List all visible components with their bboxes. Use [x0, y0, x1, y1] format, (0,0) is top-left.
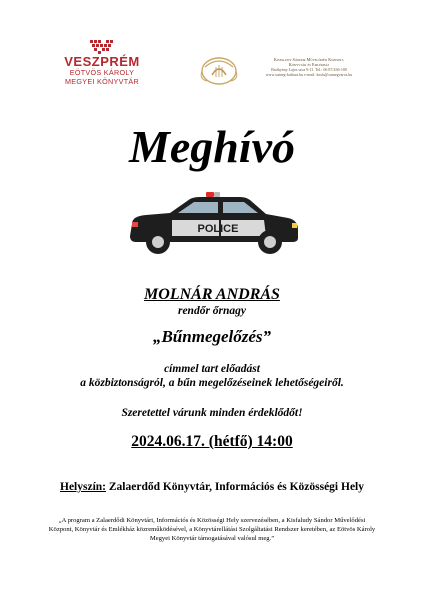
funding-footnote: „A program a Zalaerdődi Könyvtári, Információs és Közösségi Hely szervezésében, a Kisfaludy Sándor Művelődési Központ, Könyvtár és Emlékház közreműködésével, a Könyvtárellátási Szolgáltatási Rendszer keretében, az Eötvös Károly Megyei Könyvtár támogatásával valósul meg.”: [48, 517, 376, 542]
police-sign: POLICE: [197, 223, 239, 235]
lyre-seal-icon: [198, 53, 240, 87]
event-datetime: 2024.06.17. (hétfő) 14:00: [131, 433, 293, 450]
logo-line2: MEGYEI KÖNYVTÁR: [65, 77, 139, 86]
logo-name: VESZPRÉM: [64, 54, 140, 69]
lecture-topic: „Bűnmegelőzés”: [152, 327, 272, 346]
org-name-line1: Kisfaludy Sándor Művelődési Központ,: [273, 57, 345, 62]
location-label: Helyszín:: [60, 481, 106, 493]
org-web: www.sumeg-kultura.hu e-mail: kmfs@sumegvaros.hu: [265, 72, 353, 77]
pixel-mark-icon: [90, 40, 114, 54]
cultural-center-logo: [198, 53, 368, 89]
veszprem-library-logo: [52, 40, 152, 86]
speaker-rank: rendőr őrnagy: [177, 305, 247, 317]
org-name-line2: Könyvtár és Emlékház: [288, 62, 330, 67]
event-location: [0, 481, 424, 493]
location-value: Zalaerdőd Könyvtár, Információs és Közösségi Hely: [108, 481, 364, 493]
org-address: Batthyány Lajos utca 9-11. Tel.: 06 87/436-180: [271, 67, 347, 72]
welcome-text: Szeretettel várunk minden érdeklődőt!: [121, 407, 303, 419]
logo-line1: EÖTVÖS KÁROLY: [69, 68, 135, 77]
org-text-block: [250, 57, 368, 77]
description-line1: címmel tart előadást: [164, 363, 260, 375]
speaker-name: MOLNÁR ANDRÁS: [144, 286, 280, 303]
police-car-icon: [128, 190, 300, 256]
page-title: Meghívó: [128, 121, 296, 172]
description-line2: a közbiztonságról, a bűn megelőzéseinek lehetőségeiről.: [80, 377, 344, 389]
